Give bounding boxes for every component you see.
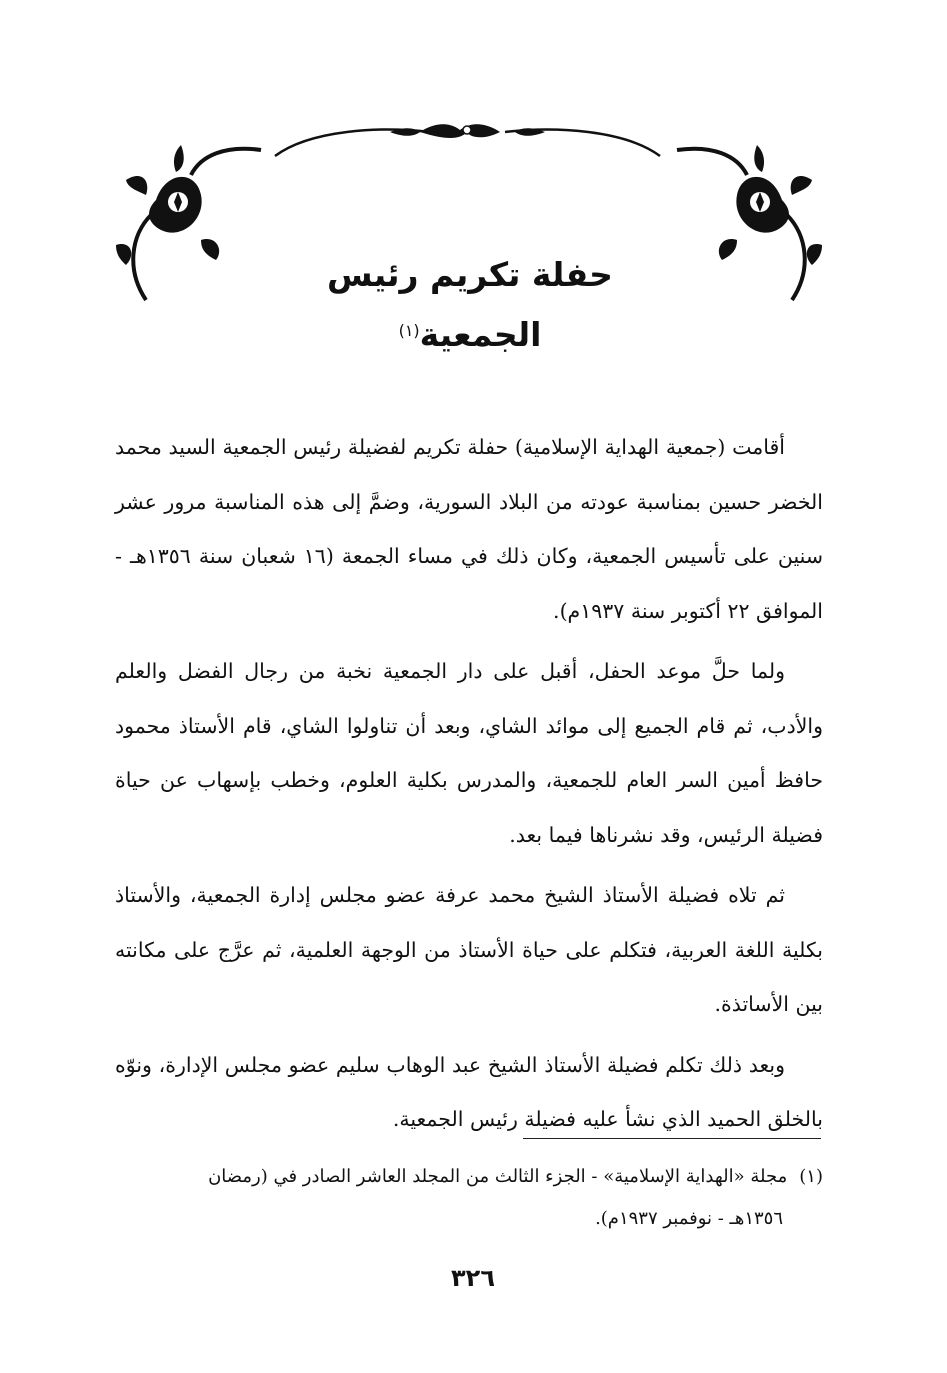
footnote (115, 1156, 823, 1240)
paragraph: ولما حلَّ موعد الحفل، أقبل على دار الجمعية نخبة من رجال الفضل والعلم والأدب، ثم قام الجميع إلى موائد الشاي، وبعد أن تناولوا الشاي، قام الأستاذ محمود حافظ أمين السر العام للجمعية، والمدرس بكلية العلوم، وخطب بإسهاب عن حياة فضيلة الرئيس، وقد نشرناها فيما بعد. (115, 659, 823, 847)
article-body (115, 420, 823, 1153)
footnote-line-2: ١٣٥٦هـ - نوفمبر ١٩٣٧م). (595, 1208, 783, 1229)
right-corner-ornament (672, 140, 832, 310)
paragraph: وبعد ذلك تكلم فضيلة الأستاذ الشيخ عبد الوهاب سليم عضو مجلس الإدارة، ونوّه بالخلق الحميد الذي نشأ عليه فضيلة رئيس الجمعية. (115, 1052, 823, 1131)
footnote-number: (١) (799, 1166, 823, 1187)
footnote-line-1: مجلة «الهداية الإسلامية» - الجزء الثالث من المجلد العاشر الصادر في (رمضان (208, 1166, 788, 1187)
paragraph: ثم تلاه فضيلة الأستاذ الشيخ محمد عرفة عضو مجلس إدارة الجمعية، والأستاذ بكلية اللغة العربية، فتكلم على حياة الأستاذ من الوجهة العلمية، ثم عرَّج على مكانته بين الأساتذة. (115, 883, 823, 1016)
page-number: ٣٢٦ (451, 1264, 495, 1292)
title-footnote-marker: (١) (398, 321, 420, 340)
left-corner-ornament (106, 140, 266, 310)
chapter-title-text: حفلة تكريم رئيس الجمعية (327, 255, 613, 354)
chapter-title (270, 245, 670, 365)
top-flourish-ornament (270, 118, 665, 158)
paragraph: أقامت (جمعية الهداية الإسلامية) حفلة تكريم لفضيلة رئيس الجمعية السيد محمد الخضر حسين بمناسبة عودته من البلاد السورية، وضمَّ إلى هذه المناسبة مرور عشر سنين على تأسيس الجمعية، وكان ذلك في مساء الجمعة (١٦ شعبان سنة ١٣٥٦هـ - الموافق ٢٢ أكتوبر سنة ١٩٣٧م). (115, 435, 823, 623)
footnote-separator (523, 1138, 821, 1139)
